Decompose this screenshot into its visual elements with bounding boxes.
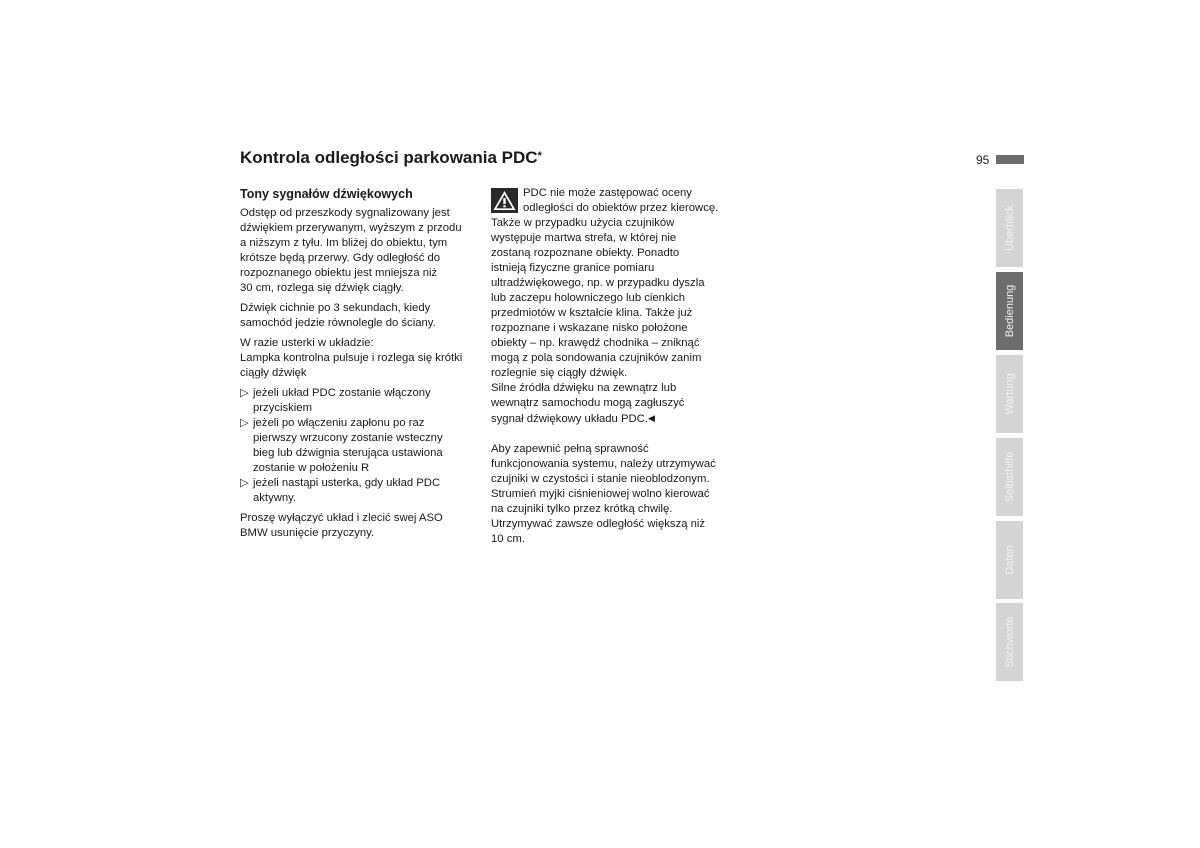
text-line: Strumień myjki ciśnieniowej wolno kierować xyxy=(491,488,710,500)
tab-label: Überblick xyxy=(1003,205,1016,251)
paragraph-service xyxy=(240,511,484,541)
text-line: przedmiotów w kształcie klina. Także już xyxy=(491,307,693,319)
triangle-bullet-icon: ▷ xyxy=(240,387,249,399)
text-line: przyciskiem xyxy=(253,402,312,414)
tab-daten[interactable] xyxy=(996,521,1023,599)
text-line: BMW usunięcie przyczyny. xyxy=(240,527,375,539)
text-line-last xyxy=(491,411,735,427)
paragraph-tones xyxy=(240,206,484,296)
text-line: Proszę wyłączyć układ i zlecić swej ASO xyxy=(240,512,443,524)
tab-bedienung[interactable] xyxy=(996,272,1023,350)
text-line: 30 cm, rozlega się dźwięk ciągły. xyxy=(240,282,404,294)
title-text: Kontrola odległości parkowania PDC xyxy=(240,148,538,167)
tab-label: Daten xyxy=(1003,545,1016,575)
text-line: na czujniki tylko przez krótką chwilę. xyxy=(491,503,673,515)
tab-label: Wartung xyxy=(1003,373,1016,415)
text-line: odległości do obiektów przez kierowcę. xyxy=(523,202,719,214)
page-number: 95 xyxy=(976,153,990,167)
text-line: dźwiękiem przerywanym, wyższym z przodu xyxy=(240,222,462,234)
section-subheading: Tony sygnałów dźwiękowych xyxy=(240,187,413,201)
text-line: jeżeli nastąpi usterka, gdy układ PDC xyxy=(253,477,441,489)
tab-stichworte[interactable] xyxy=(996,603,1023,681)
text-line: wewnątrz samochodu mogą zagłuszyć xyxy=(491,397,685,409)
text-line: ciągły dźwięk xyxy=(240,367,307,379)
text-line: mogą z pola sondowania czujników zanim xyxy=(491,352,702,364)
title-asterisk: * xyxy=(537,150,542,162)
list-item xyxy=(240,416,484,476)
text-line: występuje martwa strefa, w której nie xyxy=(491,232,677,244)
list-item xyxy=(240,386,484,416)
text-line: Także w przypadku użycia czujników xyxy=(491,217,675,229)
text-line: Lampka kontrolna pulsuje i rozlega się krótki xyxy=(240,352,463,364)
text-line: ultradźwiękowego, np. w przypadku dyszla xyxy=(491,277,705,289)
text-line: 10 cm. xyxy=(491,533,525,545)
text-line: funkcjonowania systemu, należy utrzymywać xyxy=(491,458,716,470)
triangle-bullet-icon: ▷ xyxy=(240,477,249,489)
tab-uberblick[interactable] xyxy=(996,189,1023,267)
tab-label: Selbsthilfe xyxy=(1003,451,1016,503)
right-column xyxy=(491,186,735,547)
paragraph-maintenance xyxy=(491,442,735,547)
text-line: istnieją fizyczne granice pomiaru xyxy=(491,262,655,274)
text-line: obiekty – np. krawędź chodnika – zniknąć xyxy=(491,337,700,349)
warning-block xyxy=(491,186,735,427)
text-line: jeżeli układ PDC zostanie włączony xyxy=(253,387,431,399)
text-line: a niższym z tyłu. Im bliżej do obiektu, tym xyxy=(240,237,448,249)
text-line: Aby zapewnić pełną sprawność xyxy=(491,443,649,455)
page-title xyxy=(240,148,542,168)
text-line: bieg lub dźwignia sterująca ustawiona xyxy=(253,447,443,459)
text-line: zostaną rozpoznane obiekty. Ponadto xyxy=(491,247,680,259)
text-line: lub zaczepu holowniczego lub cienkich xyxy=(491,292,686,304)
paragraph-fault xyxy=(240,336,484,381)
text-line: aktywny. xyxy=(253,492,297,504)
paragraph-silence xyxy=(240,301,484,331)
text-line: jeżeli po włączeniu zapłonu po raz xyxy=(253,417,425,429)
list-item xyxy=(240,476,484,506)
tab-wartung[interactable] xyxy=(996,355,1023,433)
text-line: krótsze będą przerwy. Gdy odległość do xyxy=(240,252,441,264)
text-line: Utrzymywać zawsze odległość większą niż xyxy=(491,518,706,530)
text-line: Odstęp od przeszkody sygnalizowany jest xyxy=(240,207,450,219)
text-line: Silne źródła dźwięku na zewnątrz lub xyxy=(491,382,677,394)
tab-label: Stichworte xyxy=(1003,616,1016,668)
text-line: W razie usterki w układzie: xyxy=(240,337,374,349)
text-line: samochód jedzie równolegle do ściany. xyxy=(240,317,436,329)
text-line: zostanie w położeniu R xyxy=(253,462,370,474)
end-of-section-icon: ◀ xyxy=(647,413,655,423)
text-line: rozpoznane i wskazane nisko położone xyxy=(491,322,688,334)
page-number-bar xyxy=(996,155,1024,164)
triangle-bullet-icon: ▷ xyxy=(240,417,249,429)
text-span: sygnał dźwiękowy układu PDC. xyxy=(491,413,648,425)
tab-selbsthilfe[interactable] xyxy=(996,438,1023,516)
text-line: PDC nie może zastępować oceny xyxy=(523,187,692,199)
text-line: pierwszy wrzucony zostanie wsteczny xyxy=(253,432,443,444)
left-column xyxy=(240,186,484,541)
text-line: rozpoznanego obiektu jest mniejsza niż xyxy=(240,267,438,279)
text-line: rozlegnie się ciągły dźwięk. xyxy=(491,367,628,379)
text-line: czujniki w czystości i stanie nieoblodzonym. xyxy=(491,473,710,485)
tab-label: Bedienung xyxy=(1003,284,1016,338)
text-line: Dźwięk cichnie po 3 sekundach, kiedy xyxy=(240,302,431,314)
